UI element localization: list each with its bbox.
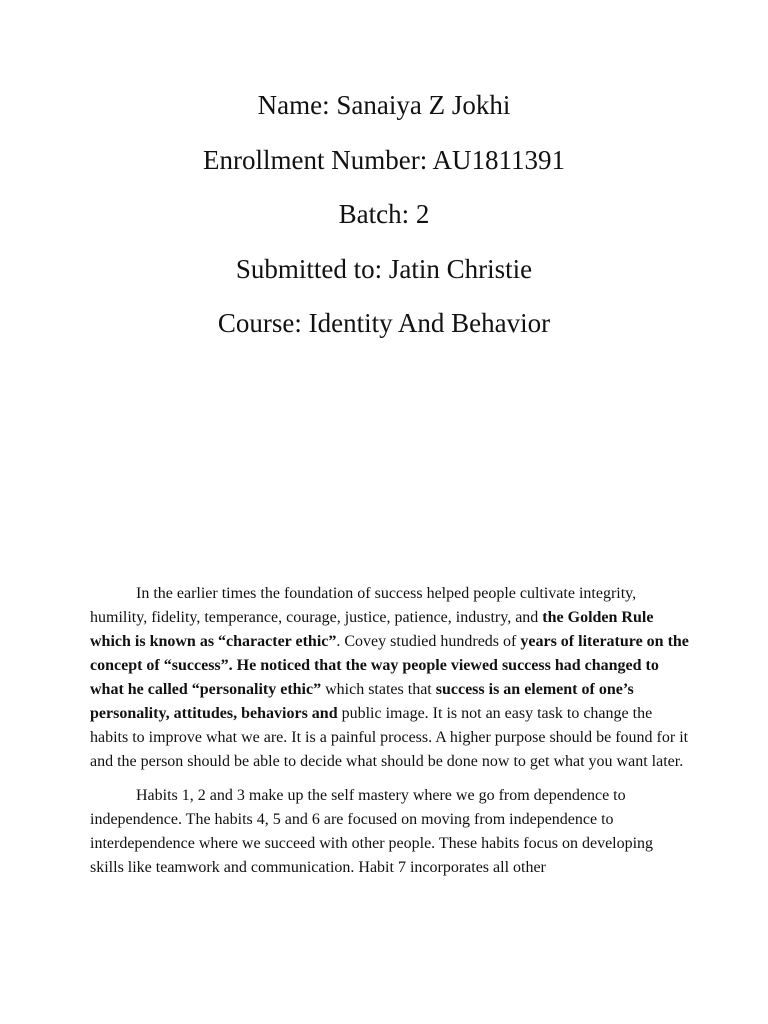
paragraph-1-bold-a: the Golden Rule which is known as “character ethic” [90,609,654,650]
paragraph-1-text-a: In the earlier times the foundation of success helped people cultivate integrity, humility, fidelity, temperance, courage, justice, patience, industry, and [90,585,637,626]
paragraph-1 [90,582,690,774]
paragraph-1-text-b: . Covey studied hundreds of [336,633,521,650]
paragraph-1-text-c: which states that [321,681,436,698]
paragraph-2: Habits 1, 2 and 3 make up the self mastery where we go from dependence to independence. The habits 4, 5 and 6 are focused on moving from independence to interdependence where we succeed with other people. These habits focus on developing skills like teamwork and communication. Habit 7 incorporates all other [90,787,654,876]
paragraph-1-text-d: public image. It is not an easy task to change the habits to improve what we are. It is a painful process. A higher purpose should be found for it and the person should be able to decide what should be done now to get what you want later. [90,705,689,770]
title-block [0,92,768,365]
paragraph-1-bold-c: success is an element of one’s personality, attitudes, behaviors and [90,681,634,722]
batch: Batch: 2 [338,199,430,229]
enrollment-number: Enrollment Number: AU1811391 [203,144,565,175]
paragraph-1-bold-b: years of literature on the concept of “success”. He noticed that the way people viewed success had changed to what he called “personality ethic” [90,633,689,698]
submitted-to: Submitted to: Jatin Christie [235,253,533,284]
essay-body [90,582,690,890]
course: Course: Identity And Behavior [217,308,551,338]
student-name: Name: Sanaiya Z Jokhi [257,90,511,120]
